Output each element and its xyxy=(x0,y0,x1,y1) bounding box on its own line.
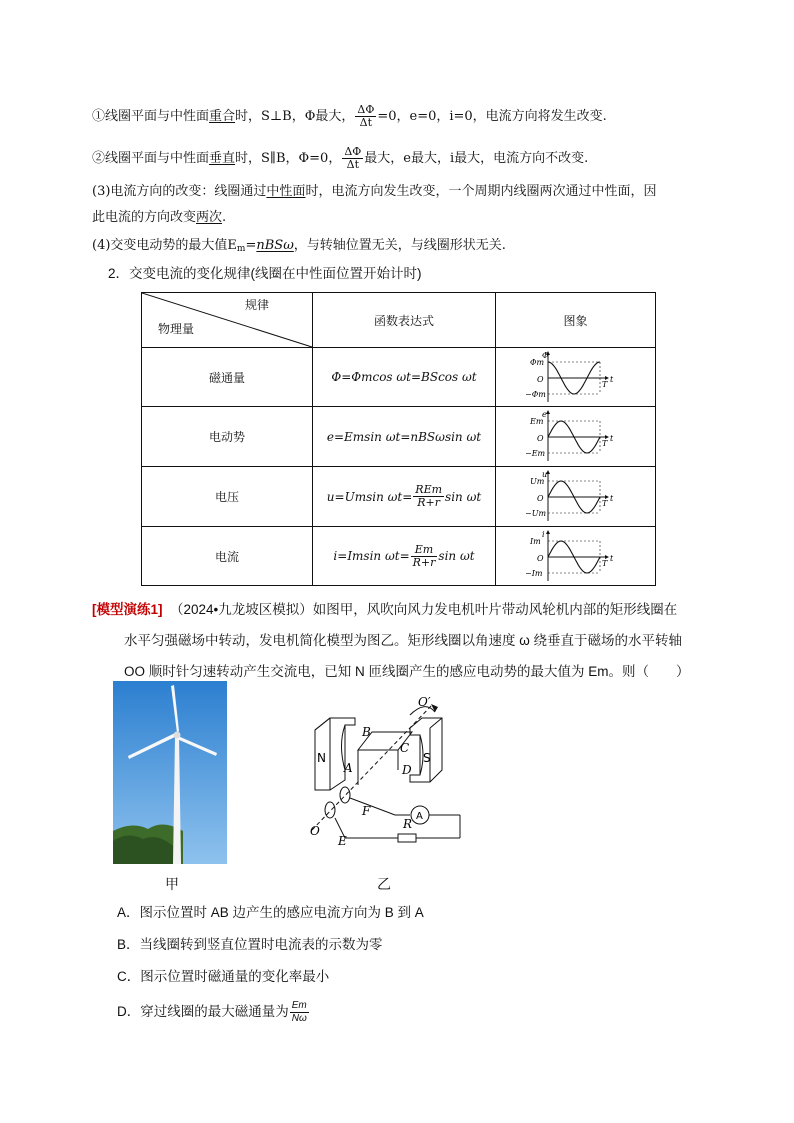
practice-line-2: 水平匀强磁场中转动，发电机简化模型为图乙。矩形线圈以角速度 ω 绕垂直于磁场的水平转轴 xyxy=(124,633,683,648)
practice-tag: [模型演练1] xyxy=(92,602,163,617)
row-quantity: 电动势 xyxy=(208,430,245,444)
numerator: Em xyxy=(411,544,438,557)
graph-period-label: T xyxy=(602,499,608,508)
graph-1 xyxy=(520,409,620,465)
row-quantity: 电流 xyxy=(214,549,239,564)
formula-part: i=Imsin ωt= xyxy=(333,549,410,563)
label-N: N xyxy=(317,751,326,765)
label-E: E xyxy=(338,834,347,848)
graph-t-label: t xyxy=(610,494,614,503)
graph-origin-label: O xyxy=(537,554,544,563)
section-2-title: 2．交变电流的变化规律(线圈在中性面位置开始计时) xyxy=(108,266,422,281)
text: 时，S⊥B，Φ最大， xyxy=(235,109,355,124)
numerator: ΔΦ xyxy=(344,145,362,158)
numerator: Em xyxy=(290,1000,309,1013)
underlined-term: 重合 xyxy=(209,109,236,124)
label-O-prime: O′ xyxy=(418,695,431,709)
fraction xyxy=(355,104,376,129)
text: ②线圈平面与中性面 xyxy=(92,151,210,166)
rule-line-2 xyxy=(92,146,588,171)
caption-left: 甲 xyxy=(165,876,179,892)
graph-t-label: t xyxy=(610,554,614,563)
row-formula xyxy=(313,467,495,526)
underlined-term: nBSω xyxy=(256,238,294,253)
fraction xyxy=(411,544,438,569)
graph-max-label: Um xyxy=(530,477,545,486)
graph-y-label: e xyxy=(542,410,547,419)
label-R: R xyxy=(403,817,413,831)
graph-y-label: Φ xyxy=(542,351,549,360)
label-B: B xyxy=(362,725,371,739)
formula-part: sin ωt xyxy=(438,549,475,563)
graph-max-label: Em xyxy=(530,417,544,426)
ammeter-icon: A xyxy=(416,811,423,822)
graph-max-label: Φm xyxy=(530,358,545,367)
rule-line-3b xyxy=(92,208,226,228)
graph-max-label: Im xyxy=(530,537,541,546)
row-formula: Φ=Φmcos ωt=BScos ωt xyxy=(331,370,477,384)
text: =0，e=0，i=0，电流方向将发生改变. xyxy=(377,109,607,124)
row-quantity: 电压 xyxy=(214,490,239,504)
numerator: ΔΦ xyxy=(357,103,375,116)
header-formula: 函数表达式 xyxy=(373,313,434,328)
denominator: Nω xyxy=(291,1013,307,1024)
practice-line-1 xyxy=(92,594,712,625)
graph-origin-label: O xyxy=(537,494,544,503)
graph-min-label: −Um xyxy=(525,509,547,518)
graph-period-label: T xyxy=(602,439,608,448)
row-formula xyxy=(313,527,495,585)
label-F: F xyxy=(362,804,371,818)
label-O: O xyxy=(310,824,320,838)
graph-origin-label: O xyxy=(537,375,544,384)
graph-y-label: u xyxy=(542,470,548,479)
wind-turbine-photo xyxy=(113,681,227,864)
graph-period-label: T xyxy=(602,559,608,568)
y-arrow xyxy=(546,530,550,534)
graph-y-label: i xyxy=(542,530,545,539)
denominator: R+r xyxy=(412,555,436,569)
text: 时，S∥B，Φ=0， xyxy=(235,151,342,166)
formula-part: u=Umsin ωt= xyxy=(326,489,413,504)
caption-right: 乙 xyxy=(377,876,391,892)
label-C: C xyxy=(400,741,410,755)
text: ，与转轴位置无关，与线圈形状无关. xyxy=(293,238,506,253)
practice-source: （2024•九龙坡区模拟） xyxy=(170,602,313,617)
graph-period-label: T xyxy=(602,380,608,389)
generator-diagram xyxy=(300,690,475,850)
label-S: S xyxy=(423,751,431,765)
label-D: D xyxy=(402,763,412,777)
formula-part: sin ωt xyxy=(445,489,482,504)
rule-line-1 xyxy=(92,104,607,129)
graph-0 xyxy=(520,350,620,406)
choice-A: A．图示位置时 AB 边产生的感应电流方向为 B 到 A xyxy=(117,905,424,920)
denominator: Δt xyxy=(359,116,373,129)
header-graph: 图象 xyxy=(563,313,588,328)
graph-min-label: −Φm xyxy=(525,390,546,399)
numerator: REm xyxy=(415,483,443,496)
graph-min-label: −Im xyxy=(525,569,543,578)
text: 最大，e最大，i最大，电流方向不改变. xyxy=(364,151,589,166)
underlined-term: 垂直 xyxy=(209,151,236,166)
text: (4)交变电动势的最大值E xyxy=(92,238,237,253)
text: ①线圈平面与中性面 xyxy=(92,109,210,124)
fraction xyxy=(342,146,363,171)
text: = xyxy=(245,238,257,253)
choice-D xyxy=(117,1000,310,1025)
header-corner-bottom: 物理量 xyxy=(157,321,194,336)
denominator: Δt xyxy=(346,158,359,171)
graph-t-label: t xyxy=(610,434,614,443)
practice-line-3: OO 顺时针匀速转动产生交流电，已知 N 匝线圈产生的感应电动势的最大值为 Em。则（ ） xyxy=(124,664,690,679)
fraction xyxy=(413,484,444,509)
text: 时，电流方向发生改变，一个周期内线圈两次通过中性面，因 xyxy=(305,184,657,199)
graph-3 xyxy=(520,529,620,585)
fraction xyxy=(290,1000,309,1025)
underlined-term: 两次 xyxy=(196,210,223,225)
graph-min-label: −Em xyxy=(525,449,546,458)
label-A: A xyxy=(344,761,353,775)
ac-rules-table xyxy=(141,292,656,586)
practice-problem xyxy=(92,594,712,687)
subscript: m xyxy=(236,244,246,254)
denominator: R+r xyxy=(417,496,441,509)
text: (3)电流方向的改变：线圈通过 xyxy=(92,184,267,199)
header-corner-top: 规律 xyxy=(244,297,269,312)
choice-C: C．图示位置时磁通量的变化率最小 xyxy=(117,969,330,984)
row-formula: e=Emsin ωt=nBSωsin ωt xyxy=(326,429,482,444)
graph-origin-label: O xyxy=(537,434,544,443)
text: 此电流的方向改变 xyxy=(92,210,197,225)
text: . xyxy=(222,210,227,225)
choice-B: B．当线圈转到竖直位置时电流表的示数为零 xyxy=(117,937,383,952)
underlined-term: 中性面 xyxy=(266,184,306,199)
rule-line-3 xyxy=(92,182,656,202)
graph-2 xyxy=(520,469,620,525)
row-quantity: 磁通量 xyxy=(208,370,245,385)
rule-line-4 xyxy=(92,236,506,259)
choice-D-text: D．穿过线圈的最大磁通量为 xyxy=(117,1004,289,1020)
practice-text: 如图甲，风吹向风力发电机叶片带动风轮机内部的矩形线圈在 xyxy=(312,602,678,617)
graph-t-label: t xyxy=(610,375,614,384)
